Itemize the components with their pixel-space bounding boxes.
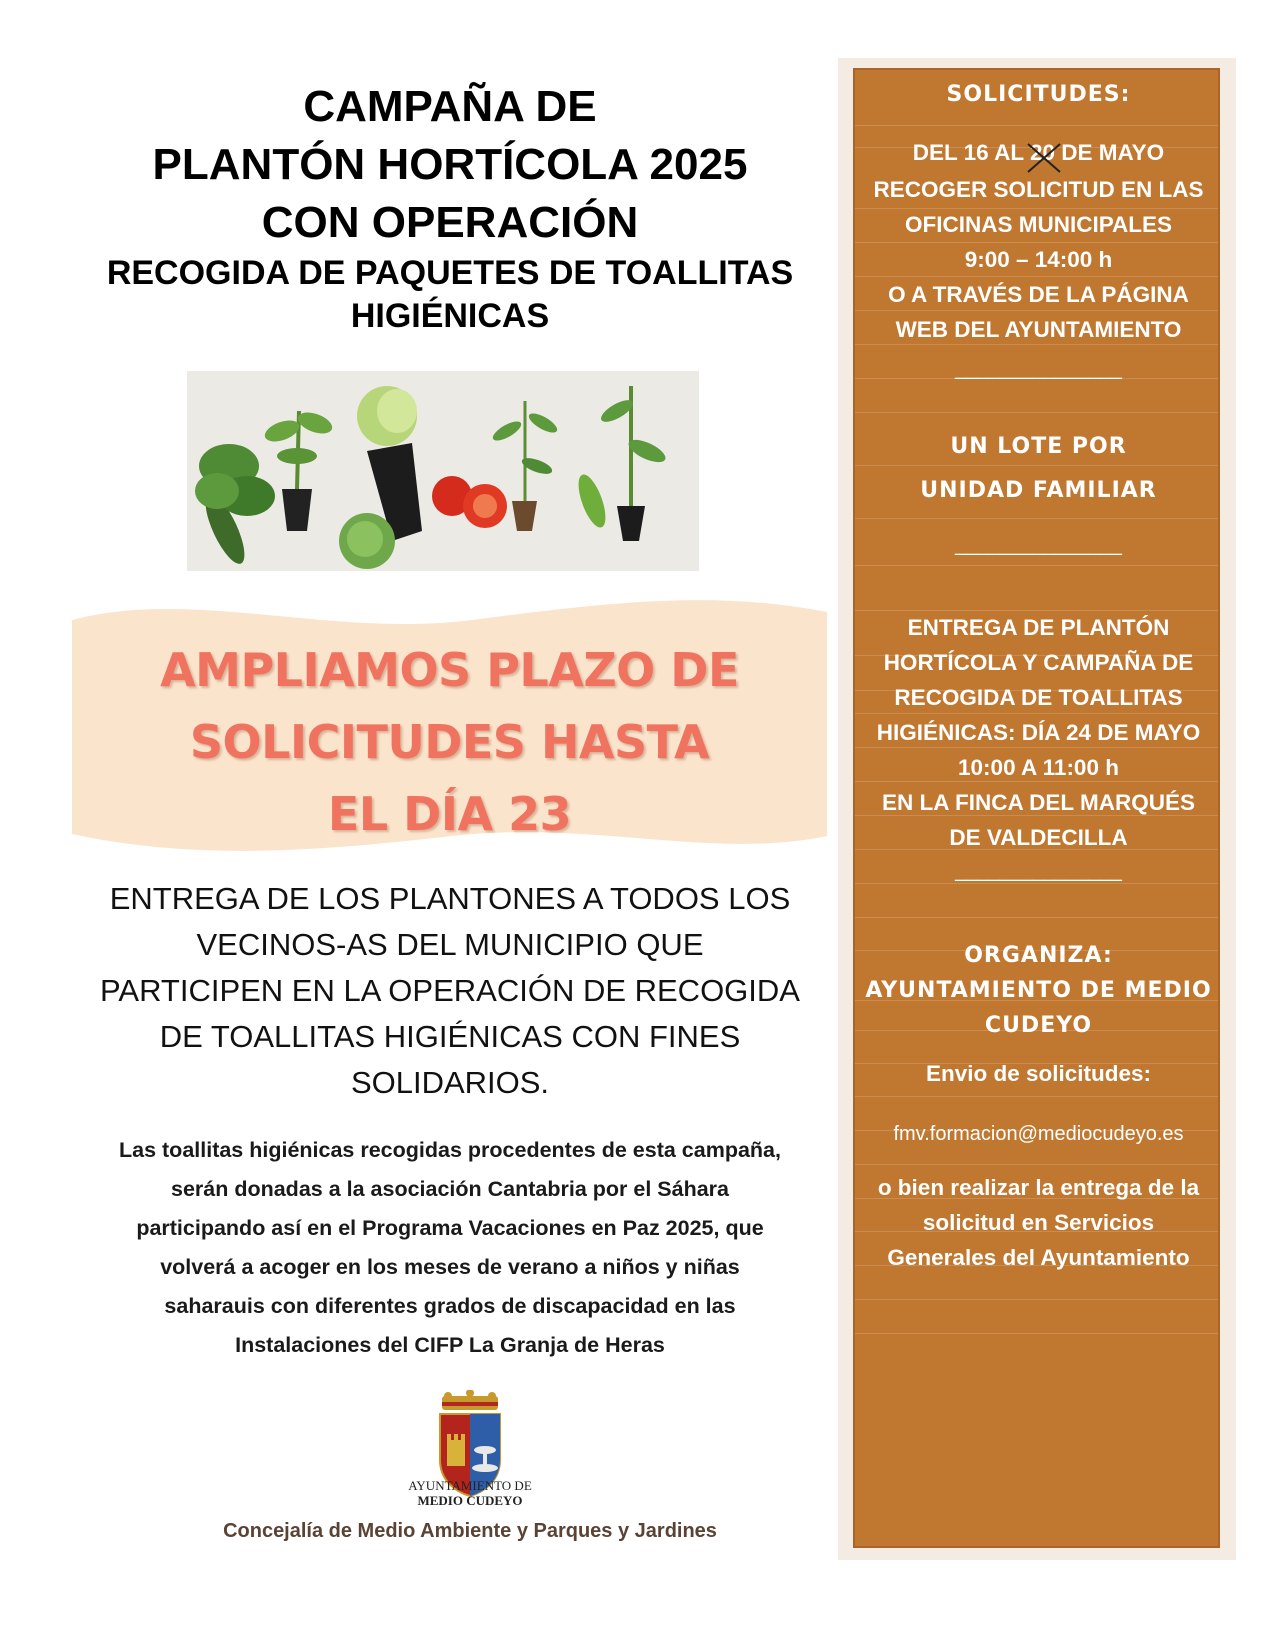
paragraph-line: volverá a acoger en los meses de verano a niños y niñas [160,1255,740,1279]
crossed-out-date [1030,140,1055,166]
title-line: CON OPERACIÓN [261,198,639,247]
paragraph-line: PARTICIPEN EN LA OPERACIÓN DE RECOGIDA [100,973,800,1008]
solicitudes-heading: SOLICITUDES: [946,82,1131,107]
panel-line: RECOGIDA DE TOALLITAS [894,685,1183,710]
panel-line: HIGIÉNICAS: DÍA 24 DE MAYO [876,720,1201,745]
department-name: Concejalía de Medio Ambiente y Parques y Jardines [223,1520,717,1542]
title-line: CAMPAÑA DE [303,82,597,131]
lot-line: UN LOTE POR [950,434,1127,459]
subtitle-line: RECOGIDA DE PAQUETES DE TOALLITAS [106,254,794,292]
organizer-line: AYUNTAMIENTO DE MEDIO [865,978,1212,1003]
deadline-extension-text [72,634,827,850]
panel-line: HORTÍCOLA Y CAMPAÑA DE [883,650,1194,675]
poster-title [70,78,830,338]
banner-line: EL DÍA 23 [327,787,572,841]
organizer [855,938,1220,1043]
panel-line: RECOGER SOLICITUD EN LAS [873,177,1204,202]
panel-line: WEB DEL AYUNTAMIENTO [895,317,1182,342]
banner-line: AMPLIAMOS PLAZO DE [160,643,739,697]
separator: _______________ [955,860,1122,882]
panel-line: EN LA FINCA DEL MARQUÉS [882,790,1195,815]
panel-line: O A TRAVÉS DE LA PÁGINA [888,282,1189,307]
delivery-details [855,610,1220,855]
date-suffix: DE MAYO [1061,140,1165,165]
alternative-delivery [855,1170,1220,1275]
subtitle-line: HIGIÉNICAS [350,297,550,335]
banner-line: SOLICITUDES HASTA [189,715,710,769]
logo-caption [360,1478,580,1508]
title-line: PLANTÓN HORTÍCOLA 2025 [152,140,748,189]
paragraph-line: Las toallitas higiénicas recogidas procedentes de esta campaña, [119,1138,781,1162]
logo-caption-line: AYUNTAMIENTO DE [408,1478,532,1493]
collect-instructions [855,172,1220,347]
panel-line: ENTREGA DE PLANTÓN [907,615,1170,640]
separator: _______________ [955,534,1122,556]
cross-out-mark-icon [1026,142,1062,174]
contact-email[interactable]: fmv.formacion@mediocudeyo.es [893,1123,1184,1145]
panel-line: solicitud en Servicios [922,1210,1155,1235]
panel-line: DE VALDECILLA [949,825,1128,850]
lot-line: UNIDAD FAMILIAR [920,478,1157,503]
paragraph-line: ENTREGA DE LOS PLANTONES A TODOS LOS [109,881,791,916]
paragraph-line: serán donadas a la asociación Cantabria por el Sáhara [170,1177,730,1201]
vegetable-seedlings-image [187,371,699,571]
panel-line: o bien realizar la entrega de la [877,1175,1200,1200]
crossed-date-value: 20 [1029,140,1055,165]
panel-line: 9:00 – 14:00 h [964,247,1113,272]
panel-line: Generales del Ayuntamiento [887,1245,1190,1270]
organizer-line: CUDEYO [984,1013,1093,1038]
organiza-label: ORGANIZA: [964,943,1113,968]
info-panel [853,68,1220,1548]
application-dates [855,140,1220,166]
paragraph-line: SOLIDARIOS. [350,1065,550,1100]
panel-line: 10:00 A 11:00 h [958,755,1119,780]
separator: _______________ [955,358,1122,380]
panel-line: OFICINAS MUNICIPALES [904,212,1173,237]
paragraph-line: saharauis con diferentes grados de discapacidad en las [164,1294,736,1318]
logo-caption-line: MEDIO CUDEYO [417,1493,523,1508]
paragraph-line: participando así en el Programa Vacaciones en Paz 2025, que [136,1216,764,1240]
date-prefix: DEL 16 AL [912,140,1024,165]
envio-label: Envio de solicitudes: [925,1061,1152,1086]
paragraph-line: VECINOS-AS DEL MUNICIPIO QUE [196,927,704,962]
donation-paragraph [70,1131,830,1365]
paragraph-line: DE TOALLITAS HIGIÉNICAS CON FINES [159,1019,741,1054]
paragraph-line: Instalaciones del CIFP La Granja de Heras [235,1333,665,1357]
delivery-paragraph [70,876,830,1106]
